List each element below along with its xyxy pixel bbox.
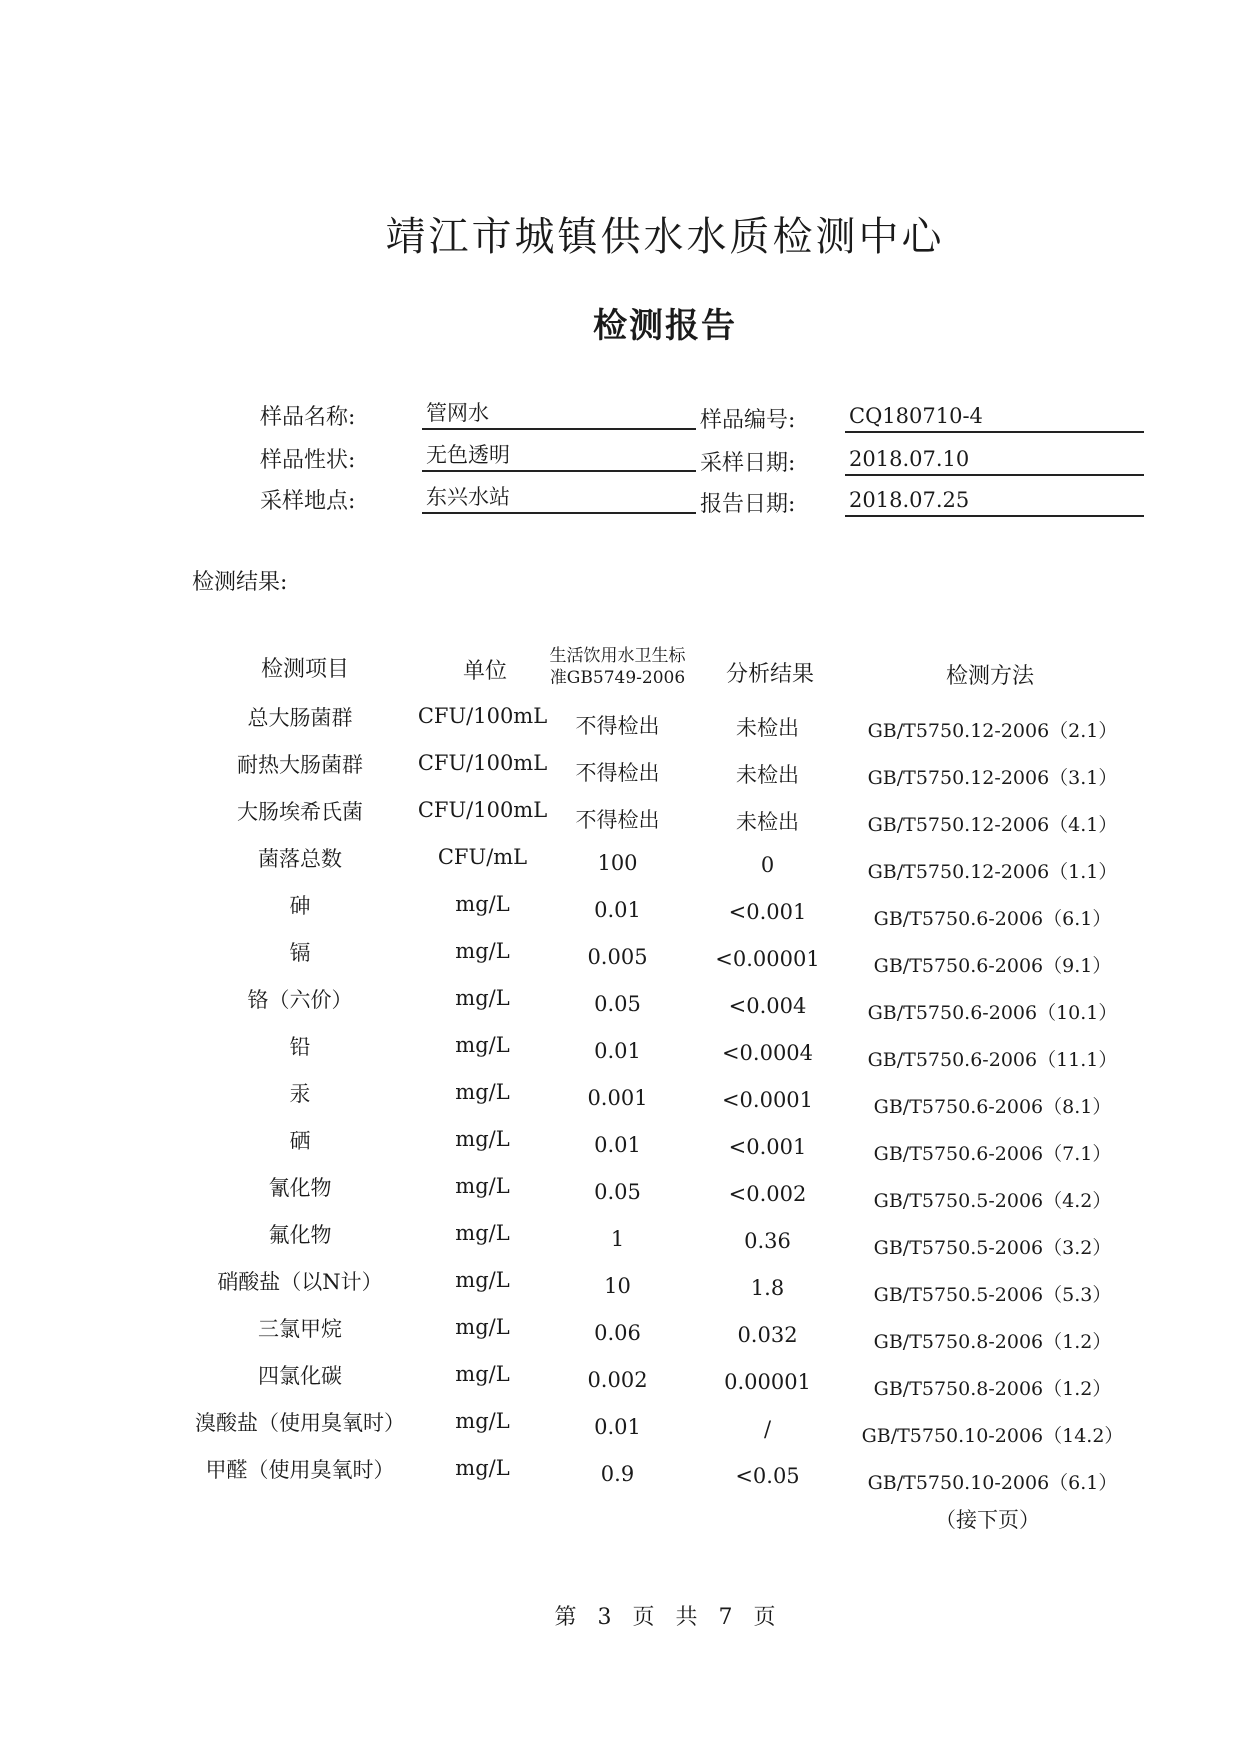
row-item: 溴酸盐（使用臭氧时） bbox=[195, 1411, 405, 1435]
row-item: 四氯化碳 bbox=[258, 1364, 342, 1388]
page-prefix: 第 bbox=[554, 1605, 577, 1630]
row-unit: mg/L bbox=[455, 1268, 510, 1292]
header-unit: 单位 bbox=[462, 659, 507, 684]
row-method: GB/T5750.10-2006（6.1） bbox=[867, 1472, 1118, 1494]
sample-no-label: 样品编号: bbox=[700, 408, 796, 433]
row-unit: mg/L bbox=[455, 1174, 510, 1198]
row-standard: 0.9 bbox=[600, 1462, 635, 1486]
row-result: <0.00001 bbox=[715, 947, 820, 971]
row-method: GB/T5750.8-2006（1.2） bbox=[873, 1331, 1112, 1353]
row-standard: 不得检出 bbox=[575, 808, 660, 832]
row-method: GB/T5750.6-2006（8.1） bbox=[873, 1096, 1112, 1118]
row-unit: CFU/100mL bbox=[417, 798, 548, 822]
header-result: 分析结果 bbox=[725, 662, 814, 687]
row-item: 氰化物 bbox=[268, 1176, 332, 1200]
row-method: GB/T5750.10-2006（14.2） bbox=[861, 1425, 1124, 1447]
row-result: / bbox=[763, 1417, 772, 1441]
row-item: 镉 bbox=[289, 941, 311, 965]
row-result: 0 bbox=[760, 853, 775, 877]
row-method: GB/T5750.5-2006（3.2） bbox=[873, 1237, 1112, 1259]
row-standard: 不得检出 bbox=[575, 714, 660, 738]
page-current: 3 bbox=[597, 1605, 612, 1630]
row-standard: 不得检出 bbox=[575, 761, 660, 785]
row-standard: 10 bbox=[604, 1274, 631, 1298]
row-unit: mg/L bbox=[455, 1127, 510, 1151]
row-unit: mg/L bbox=[455, 1033, 510, 1057]
sampling-site-label: 采样地点: bbox=[260, 489, 356, 514]
row-unit: mg/L bbox=[455, 892, 510, 916]
page-mid: 页 共 bbox=[632, 1605, 698, 1630]
report-title: 检测报告 bbox=[593, 306, 737, 346]
report-date-label: 报告日期: bbox=[700, 492, 796, 517]
sample-name-label: 样品名称: bbox=[260, 405, 356, 430]
row-standard: 1 bbox=[610, 1227, 625, 1251]
row-method: GB/T5750.12-2006（1.1） bbox=[867, 861, 1118, 883]
row-method: GB/T5750.6-2006（10.1） bbox=[867, 1002, 1118, 1024]
row-item: 甲醛（使用臭氧时） bbox=[205, 1458, 395, 1482]
row-unit: CFU/mL bbox=[437, 845, 528, 869]
sampling-date-value: 2018.07.10 bbox=[845, 444, 1144, 476]
results-label: 检测结果: bbox=[192, 570, 288, 595]
row-result: <0.0004 bbox=[721, 1041, 814, 1065]
row-item: 砷 bbox=[289, 894, 311, 918]
row-standard: 0.001 bbox=[587, 1086, 648, 1110]
row-standard: 0.01 bbox=[594, 1415, 641, 1439]
row-result: <0.002 bbox=[728, 1182, 807, 1206]
row-unit: mg/L bbox=[455, 986, 510, 1010]
row-item: 铅 bbox=[289, 1035, 311, 1059]
sampling-site-value: 东兴水站 bbox=[422, 482, 696, 514]
row-unit: mg/L bbox=[455, 1221, 510, 1245]
row-unit: mg/L bbox=[455, 1456, 510, 1480]
row-result: 1.8 bbox=[750, 1276, 785, 1300]
organization-title: 靖江市城镇供水水质检测中心 bbox=[385, 214, 945, 260]
row-standard: 0.05 bbox=[594, 992, 641, 1016]
header-standard: 生活饮用水卫生标准GB5749-2006 bbox=[549, 646, 686, 688]
row-item: 菌落总数 bbox=[258, 847, 342, 871]
row-unit: CFU/100mL bbox=[417, 704, 548, 728]
row-unit: mg/L bbox=[455, 1409, 510, 1433]
page-total: 7 bbox=[718, 1605, 733, 1630]
row-result: 0.032 bbox=[737, 1323, 798, 1347]
sampling-date-label: 采样日期: bbox=[700, 451, 796, 476]
report-date-value: 2018.07.25 bbox=[845, 485, 1144, 517]
row-result: 未检出 bbox=[736, 763, 799, 787]
row-method: GB/T5750.6-2006（9.1） bbox=[873, 955, 1112, 977]
sample-state-value: 无色透明 bbox=[422, 440, 696, 472]
header-item: 检测项目 bbox=[260, 657, 349, 682]
row-standard: 0.005 bbox=[587, 945, 648, 969]
row-unit: CFU/100mL bbox=[417, 751, 548, 775]
sample-state-label: 样品性状: bbox=[260, 448, 356, 473]
row-item: 汞 bbox=[289, 1082, 311, 1106]
row-standard: 100 bbox=[597, 851, 638, 875]
row-unit: mg/L bbox=[455, 1362, 510, 1386]
row-unit: mg/L bbox=[455, 1315, 510, 1339]
row-result: <0.05 bbox=[735, 1464, 800, 1488]
page-suffix: 页 bbox=[753, 1605, 776, 1630]
row-method: GB/T5750.5-2006（5.3） bbox=[873, 1284, 1112, 1306]
row-method: GB/T5750.6-2006（7.1） bbox=[873, 1143, 1112, 1165]
row-result: <0.001 bbox=[728, 900, 807, 924]
row-result: 未检出 bbox=[736, 716, 799, 740]
row-item: 总大肠菌群 bbox=[247, 706, 353, 730]
row-standard: 0.01 bbox=[594, 1133, 641, 1157]
header-method: 检测方法 bbox=[945, 664, 1034, 689]
row-item: 大肠埃希氏菌 bbox=[237, 800, 363, 824]
row-standard: 0.05 bbox=[594, 1180, 641, 1204]
row-standard: 0.01 bbox=[594, 898, 641, 922]
row-result: <0.001 bbox=[728, 1135, 807, 1159]
row-result: <0.004 bbox=[728, 994, 807, 1018]
row-standard: 0.002 bbox=[587, 1368, 648, 1392]
row-method: GB/T5750.12-2006（2.1） bbox=[867, 720, 1118, 742]
row-method: GB/T5750.6-2006（11.1） bbox=[867, 1049, 1118, 1071]
row-method: GB/T5750.12-2006（4.1） bbox=[867, 814, 1118, 836]
sample-no-value: CQ180710-4 bbox=[845, 401, 1144, 433]
row-result: 0.00001 bbox=[724, 1370, 811, 1394]
row-method: GB/T5750.12-2006（3.1） bbox=[867, 767, 1118, 789]
row-standard: 0.06 bbox=[594, 1321, 641, 1345]
row-unit: mg/L bbox=[455, 939, 510, 963]
row-unit: mg/L bbox=[455, 1080, 510, 1104]
row-result: 未检出 bbox=[736, 810, 799, 834]
row-result: 0.36 bbox=[744, 1229, 791, 1253]
row-item: 硒 bbox=[289, 1129, 311, 1153]
row-result: <0.0001 bbox=[721, 1088, 814, 1112]
row-item: 硝酸盐（以N计） bbox=[217, 1270, 383, 1294]
row-item: 铬（六价） bbox=[247, 988, 353, 1012]
row-method: GB/T5750.6-2006（6.1） bbox=[873, 908, 1112, 930]
row-item: 氟化物 bbox=[268, 1223, 332, 1247]
row-item: 三氯甲烷 bbox=[258, 1317, 342, 1341]
page-number-footer bbox=[0, 1600, 1240, 1631]
sample-name-value: 管网水 bbox=[422, 398, 696, 430]
row-standard: 0.01 bbox=[594, 1039, 641, 1063]
row-item: 耐热大肠菌群 bbox=[237, 753, 363, 777]
row-method: GB/T5750.5-2006（4.2） bbox=[873, 1190, 1112, 1212]
row-method: GB/T5750.8-2006（1.2） bbox=[873, 1378, 1112, 1400]
continue-note: （接下页） bbox=[935, 1508, 1040, 1532]
